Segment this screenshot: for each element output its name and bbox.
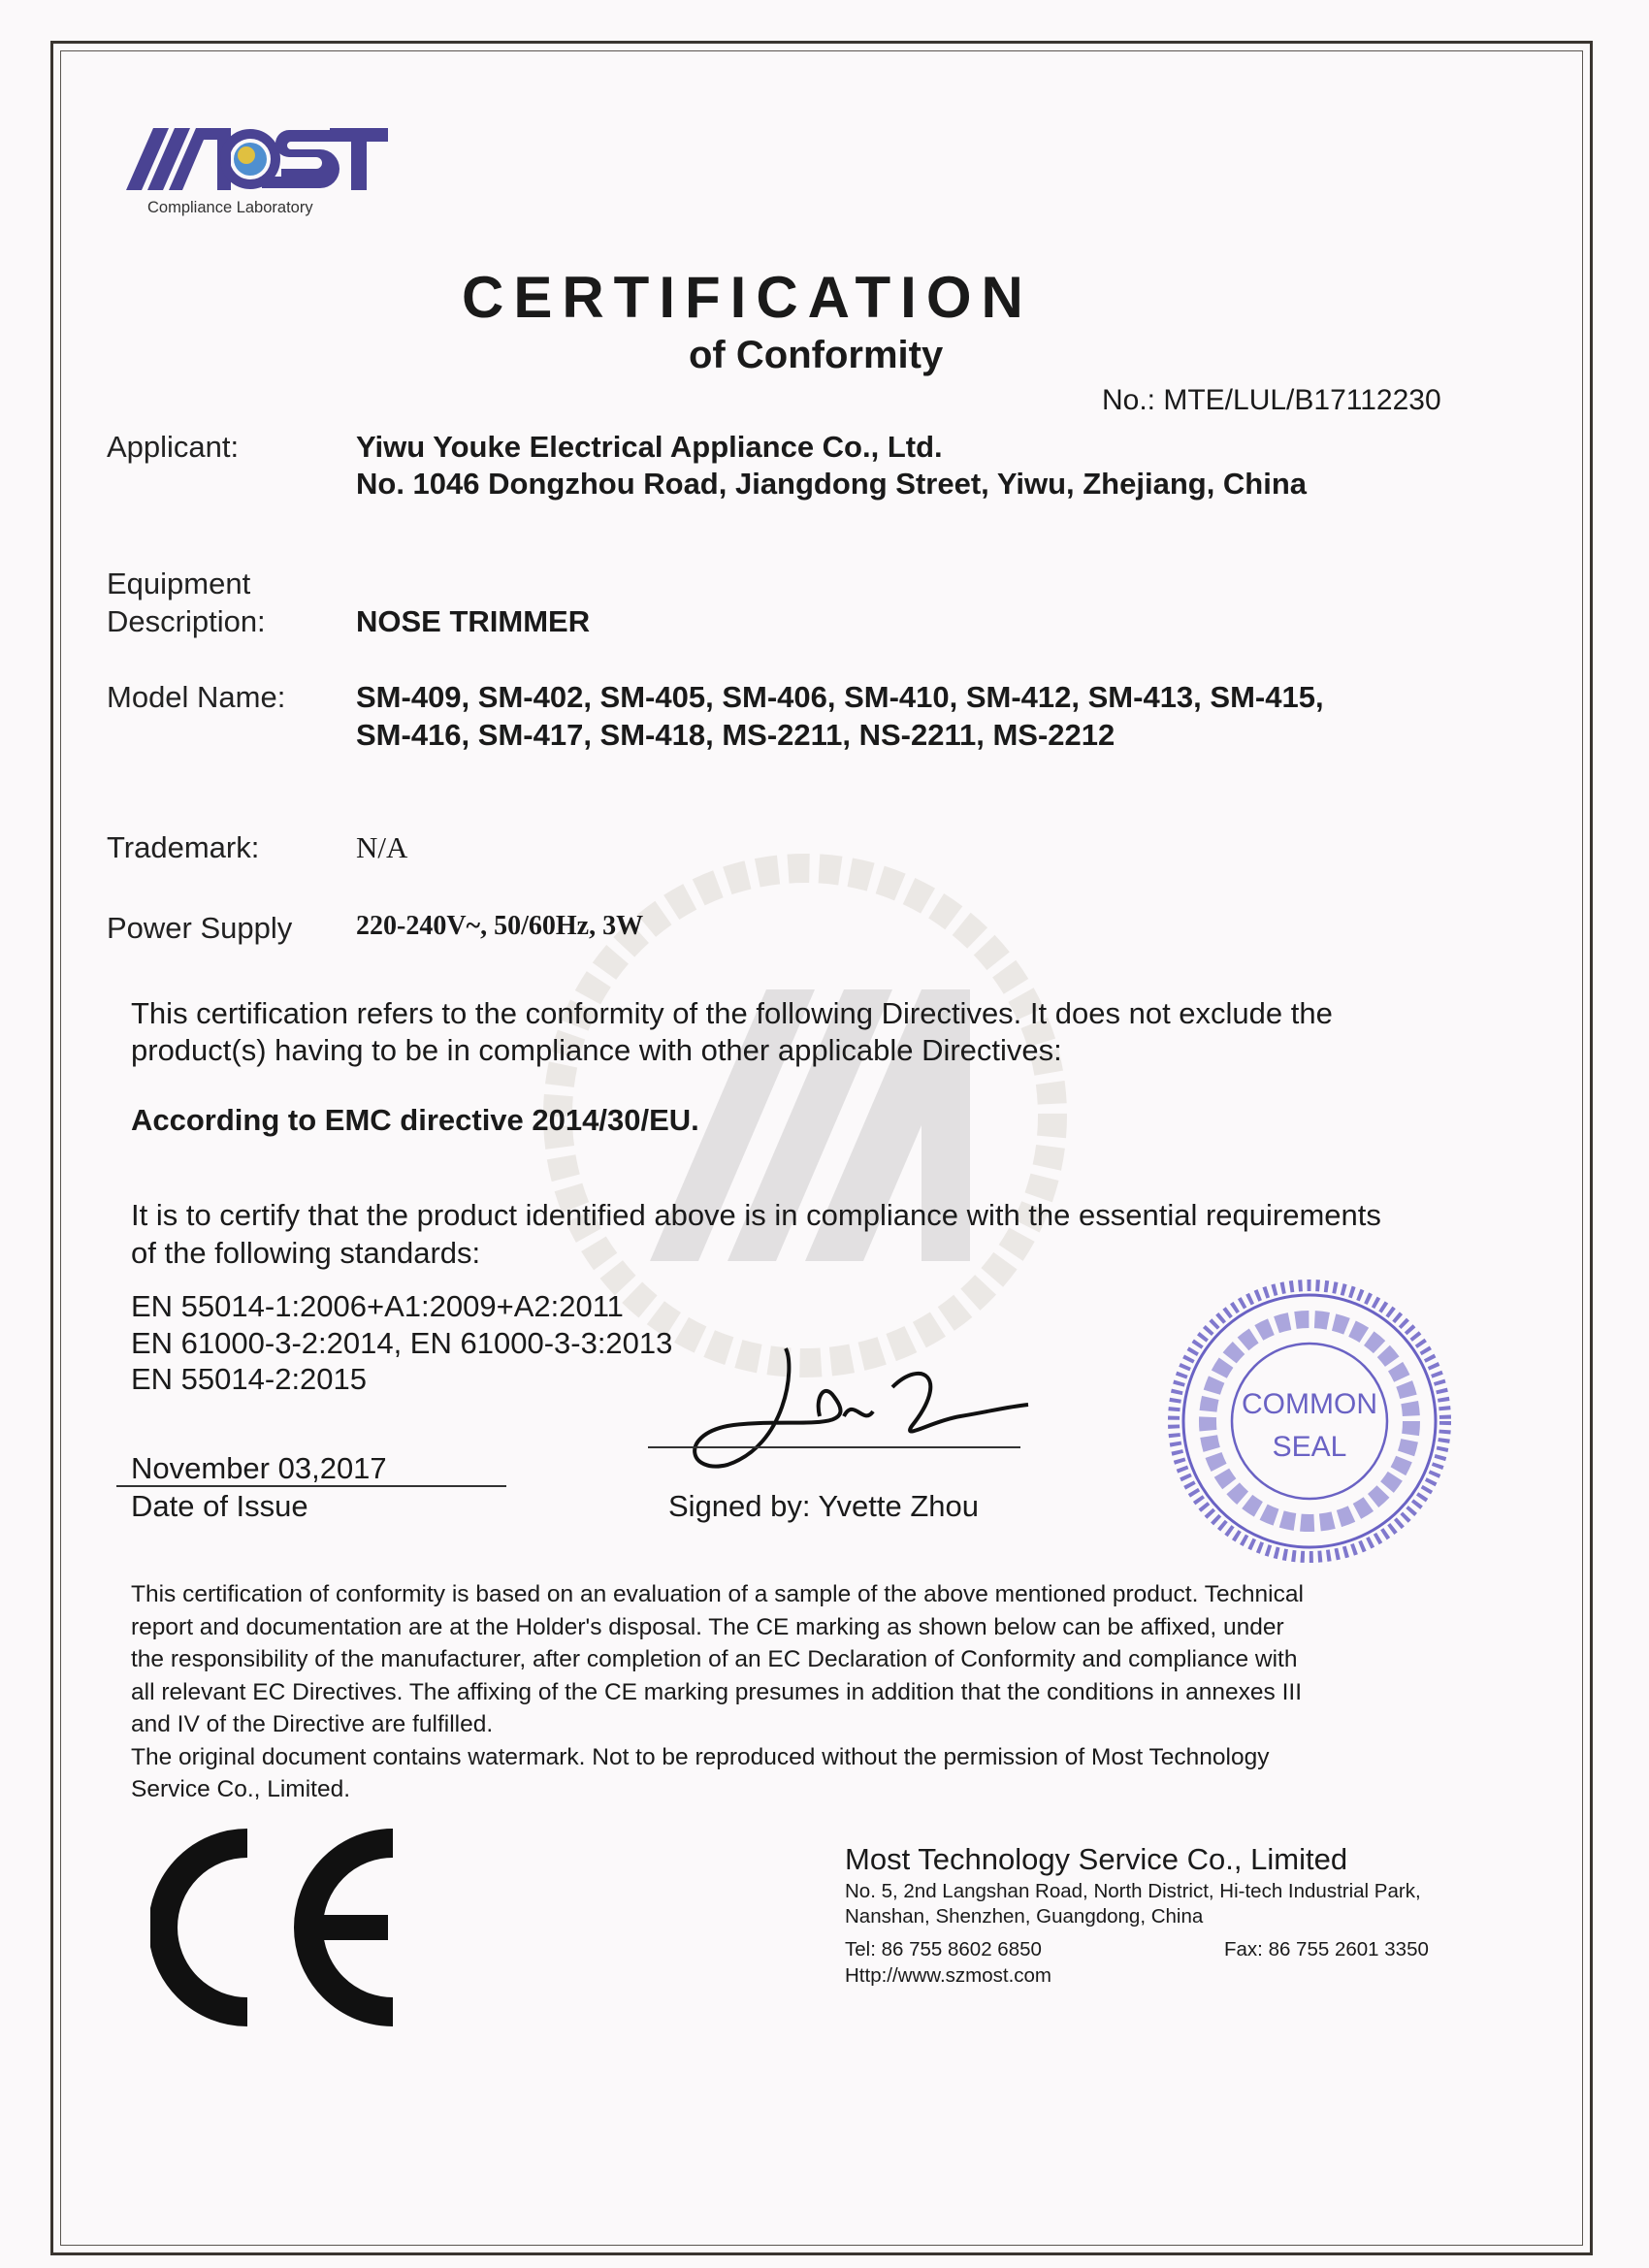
seal-common-text: COMMON [1242,1388,1377,1420]
trademark-label: Trademark: [107,830,260,864]
applicant-name: Yiwu Youke Electrical Appliance Co., Ltd. [356,430,943,464]
equipment-label: Equipment [107,567,251,600]
model-line-1: SM-409, SM-402, SM-405, SM-406, SM-410, SM-412, SM-413, SM-415, [356,680,1324,714]
footer-note-line: This certification of conformity is based on an evaluation of a sample of the above mentioned product. Technical [131,1581,1304,1607]
company-address-1: No. 5, 2nd Langshan Road, North District, Hi-tech Industrial Park, [845,1880,1421,1902]
most-logo-mark [126,126,388,192]
power-label: Power Supply [107,911,293,945]
standard-3: EN 55014-2:2015 [131,1362,368,1396]
most-logo [126,126,388,217]
standard-1: EN 55014-1:2006+A1:2009+A2:2011 [131,1289,624,1323]
ce-mark [150,1826,403,2029]
directive-paragraph-line-2: product(s) having to be in compliance with other applicable Directives: [131,1033,1062,1067]
model-label: Model Name: [107,680,286,714]
signed-by: Signed by: Yvette Zhou [668,1489,979,1523]
certify-paragraph-line-1: It is to certify that the product identified above is in compliance with the essential requirements [131,1198,1381,1232]
certify-paragraph-line-2: of the following standards: [131,1236,481,1270]
company-fax: Fax: 86 755 2601 3350 [1224,1938,1429,1960]
emc-directive: According to EMC directive 2014/30/EU. [131,1103,699,1137]
footer-note [131,1578,1304,1806]
description-label: Description: [107,604,266,638]
page-subtitle: of Conformity [689,334,944,376]
logo-subtitle: Compliance Laboratory [147,199,313,216]
footer-note-line: report and documentation are at the Holder's disposal. The CE marking as shown below can be affixed, under [131,1613,1284,1640]
standard-2: EN 61000-3-2:2014, EN 61000-3-3:2013 [131,1326,673,1360]
date-of-issue-label: Date of Issue [131,1489,308,1523]
equipment-value: NOSE TRIMMER [356,604,591,638]
signature [669,1329,1038,1484]
signature-line [648,1446,1020,1448]
footer-note-line: and IV of the Directive are fulfilled. [131,1711,494,1737]
footer-note-line: the responsibility of the manufacturer, after completion of an EC Declaration of Conformity and compliance with [131,1646,1298,1672]
common-seal-stamp [1164,1276,1455,1567]
company-tel: Tel: 86 755 8602 6850 [845,1938,1042,1960]
footer-note-line: all relevant EC Directives. The affixing of the CE marking presumes in addition that the conditions in annexes III [131,1678,1303,1705]
company-name: Most Technology Service Co., Limited [845,1842,1348,1876]
company-website: Http://www.szmost.com [845,1964,1052,1987]
applicant-label: Applicant: [107,430,240,464]
company-address-2: Nanshan, Shenzhen, Guangdong, China [845,1905,1204,1928]
date-underline [116,1485,506,1487]
page-title: CERTIFICATION [462,265,1033,330]
footer-note-line: The original document contains watermark. Not to be reproduced without the permission of Most Technology [131,1743,1270,1770]
power-value: 220-240V~, 50/60Hz, 3W [356,911,644,941]
applicant-address: No. 1046 Dongzhou Road, Jiangdong Street, Yiwu, Zhejiang, China [356,467,1308,501]
model-line-2: SM-416, SM-417, SM-418, MS-2211, NS-2211, MS-2212 [356,718,1116,752]
issue-date: November 03,2017 [131,1451,387,1485]
directive-paragraph-line-1: This certification refers to the conformity of the following Directives. It does not exclude the [131,996,1333,1030]
seal-seal-text: SEAL [1272,1431,1347,1463]
footer-note-line: Service Co., Limited. [131,1776,351,1802]
seal-ring-lettering [1208,1319,1411,1523]
certificate-number: No.: MTE/LUL/B17112230 [1102,384,1441,416]
trademark-value: N/A [356,830,408,864]
